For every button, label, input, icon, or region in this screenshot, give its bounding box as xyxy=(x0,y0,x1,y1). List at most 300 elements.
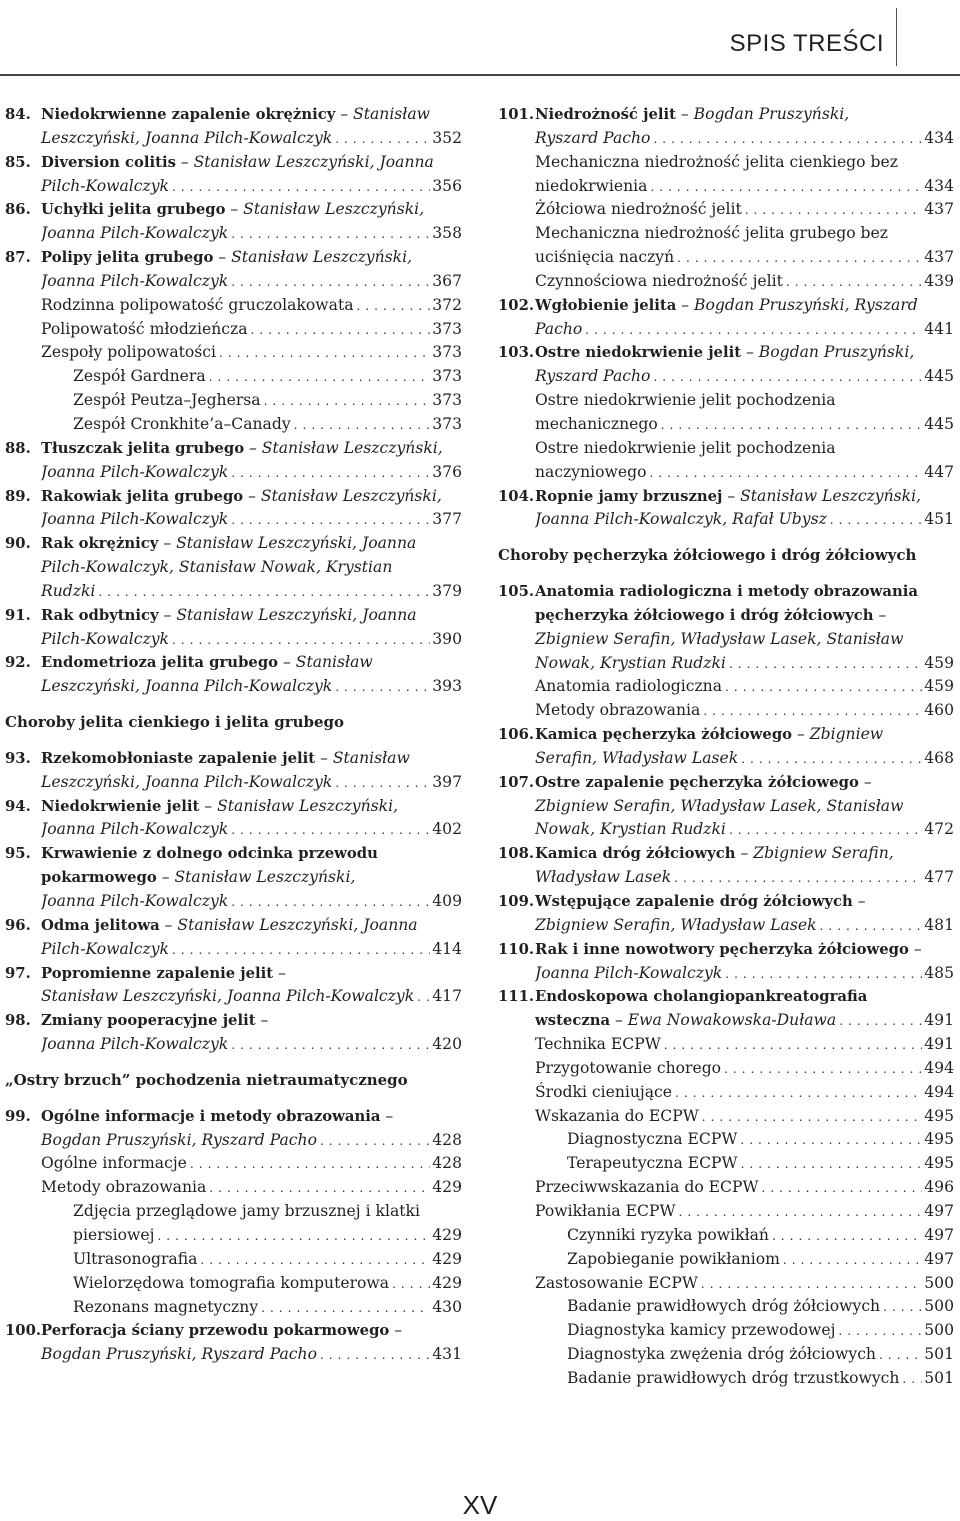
page-ref: 397 xyxy=(432,772,462,791)
dash-separator: – xyxy=(158,534,177,553)
entry-line xyxy=(41,890,462,914)
entry-line xyxy=(41,461,462,485)
toc-entry[interactable] xyxy=(498,723,954,771)
chapter-title: Niedokrwienie jelit xyxy=(41,797,200,815)
entry-text xyxy=(535,914,817,938)
entry-line xyxy=(41,222,462,246)
entry-line xyxy=(535,294,954,318)
page-ref: 428 xyxy=(432,1154,462,1173)
dot-leader xyxy=(206,365,430,390)
entry-text xyxy=(41,628,169,652)
entry-text xyxy=(41,461,228,485)
chapter-authors: Joanna Pilch-Kowalczyk, Rafał Ubysz xyxy=(535,510,827,529)
entry-line xyxy=(535,341,954,365)
subentry-text: Wielorzędowa tomografia komputerowa xyxy=(73,1273,390,1292)
toc-entry[interactable] xyxy=(5,198,462,246)
dot-leader xyxy=(291,413,430,438)
entry-line xyxy=(41,580,462,604)
page-ref: 500 xyxy=(924,1321,954,1340)
entry-text xyxy=(535,842,894,866)
toc-entry[interactable] xyxy=(5,103,462,151)
toc-entry[interactable] xyxy=(5,485,462,533)
toc-subentry[interactable] xyxy=(498,270,954,294)
chapter-authors: Nowak, Krystian Rudzki xyxy=(535,653,726,672)
subentry-text: Przygotowanie chorego xyxy=(535,1058,722,1077)
chapter-authors: Pilch-Kowalczyk xyxy=(41,629,169,648)
entry-line xyxy=(535,1009,954,1033)
chapter-authors: Joanna Pilch-Kowalczyk xyxy=(41,510,229,529)
toc-subentry[interactable] xyxy=(498,246,954,270)
chapter-number: 96. xyxy=(5,916,31,934)
chapter-title: wsteczna xyxy=(535,1012,611,1030)
page-ref: 495 xyxy=(924,1130,954,1149)
toc-subentry[interactable] xyxy=(498,413,954,437)
entry-line xyxy=(535,365,954,389)
toc-subsubentry[interactable] xyxy=(498,1152,954,1176)
toc-subentry[interactable] xyxy=(498,437,954,461)
entry-text xyxy=(41,127,332,151)
chapter-title: Niedokrwienne zapalenie okrężnicy xyxy=(41,106,336,123)
entry-line xyxy=(535,962,954,986)
chapter-number: 95. xyxy=(5,845,31,863)
section-heading: Choroby jelita cienkiego i jelita grubego xyxy=(5,713,345,732)
chapter-title: Ogólne informacje i metody obrazowania xyxy=(41,1107,381,1125)
toc-subentry[interactable] xyxy=(5,1152,462,1176)
toc-subentry[interactable] xyxy=(5,294,462,318)
entry-line xyxy=(535,652,954,676)
toc-subentry[interactable] xyxy=(498,222,954,246)
dot-leader xyxy=(880,1295,922,1320)
subentry-text: Środki cieniujące xyxy=(535,1082,673,1101)
toc-entry[interactable] xyxy=(5,246,462,294)
page-ref: 376 xyxy=(432,462,462,481)
page-ref: 414 xyxy=(432,939,462,958)
chapter-number: 90. xyxy=(5,535,31,553)
dot-leader xyxy=(206,1176,430,1201)
dot-leader xyxy=(261,389,430,414)
toc-entry[interactable] xyxy=(5,604,462,652)
subentry-text: Czynniki ryzyka powikłań xyxy=(567,1225,769,1244)
page-ref: 485 xyxy=(924,963,954,982)
header-vertical-rule xyxy=(896,8,897,66)
entry-line xyxy=(41,508,462,532)
entry-line xyxy=(535,890,954,914)
entry-text xyxy=(535,103,849,127)
dot-leader xyxy=(650,127,922,152)
entry-line xyxy=(41,604,462,628)
chapter-title: Rak odbytnicy xyxy=(41,606,159,624)
entry-text xyxy=(41,103,430,127)
toc-subsubentry[interactable] xyxy=(5,1200,462,1224)
chapter-authors: Stanisław xyxy=(332,748,410,767)
chapter-authors: Stanisław Leszczyński, xyxy=(217,796,399,815)
subentry-text: Rezonans magnetyczny xyxy=(73,1297,259,1316)
toc-entry[interactable] xyxy=(498,938,954,986)
dash-separator: – xyxy=(255,1011,269,1030)
page-ref: 497 xyxy=(924,1249,954,1268)
entry-line xyxy=(535,723,954,747)
subentry-text: Anatomia radiologiczna xyxy=(535,677,723,696)
toc-entry[interactable] xyxy=(498,985,954,1033)
toc-subsubentry[interactable] xyxy=(498,1128,954,1152)
dot-leader xyxy=(661,1033,922,1058)
entry-line xyxy=(41,1009,462,1033)
chapter-authors: Leszczyński, Joanna Pilch-Kowalczyk xyxy=(41,772,333,791)
chapter-number: 84. xyxy=(5,106,31,123)
subentry-text: niedokrwienia xyxy=(535,176,648,195)
dash-separator: – xyxy=(243,486,261,505)
toc-entry[interactable] xyxy=(5,532,462,604)
chapter-number: 94. xyxy=(5,797,31,815)
toc-subentry[interactable] xyxy=(498,1176,954,1200)
entry-line xyxy=(41,151,462,175)
page-ref: 441 xyxy=(924,319,954,338)
entry-line xyxy=(535,318,954,342)
toc-subentry[interactable] xyxy=(498,675,954,699)
entry-line xyxy=(41,485,462,509)
toc-entry[interactable] xyxy=(5,795,462,843)
chapter-authors: Bogdan Pruszyński, xyxy=(758,343,915,362)
dot-leader xyxy=(332,127,430,152)
toc-entry[interactable] xyxy=(5,842,462,914)
dot-leader xyxy=(650,365,922,390)
chapter-authors: Bogdan Pruszyński, Ryszard Pacho xyxy=(41,1130,317,1149)
dot-leader xyxy=(187,1152,430,1177)
dash-separator: – xyxy=(908,939,922,958)
entry-text xyxy=(41,938,169,962)
toc-subsubentry[interactable] xyxy=(498,1248,954,1272)
dash-separator: – xyxy=(273,963,286,982)
entry-line xyxy=(41,938,462,962)
chapter-authors: Joanna Pilch-Kowalczyk xyxy=(41,224,229,243)
subentry-text: Zdjęcia przeglądowe jamy brzusznej i klatki xyxy=(73,1202,420,1221)
dot-leader xyxy=(317,1343,430,1368)
toc-subentry[interactable] xyxy=(498,1200,954,1224)
entry-text xyxy=(41,842,378,866)
toc-subentry[interactable] xyxy=(5,1176,462,1200)
entry-line xyxy=(535,747,954,771)
toc-entry[interactable] xyxy=(498,485,954,533)
dash-separator: – xyxy=(610,1011,628,1030)
entry-text xyxy=(535,365,650,389)
chapter-number: 86. xyxy=(5,201,31,219)
chapter-title: Niedrożność jelit xyxy=(535,106,676,123)
toc-entry[interactable] xyxy=(5,962,462,1010)
subentry-text: mechanicznego xyxy=(535,414,658,433)
dash-separator: – xyxy=(158,605,177,624)
chapter-number: 97. xyxy=(5,964,31,982)
page-ref: 429 xyxy=(432,1178,462,1197)
dot-leader xyxy=(228,222,430,247)
dot-leader xyxy=(700,699,922,724)
toc-subsubentry[interactable] xyxy=(5,1248,462,1272)
entry-text xyxy=(535,747,738,771)
toc-subentry[interactable] xyxy=(498,1081,954,1105)
entry-text xyxy=(535,938,922,962)
page-ref: 500 xyxy=(924,1273,954,1292)
entry-text xyxy=(535,127,650,151)
entry-text xyxy=(535,508,827,532)
page-ref: 491 xyxy=(924,1011,954,1030)
dot-leader xyxy=(95,580,430,605)
entry-text xyxy=(41,556,392,580)
entry-text xyxy=(41,604,417,628)
subentry-text: Diagnostyka kamicy przewodowej xyxy=(567,1321,836,1340)
chapter-authors: Pilch-Kowalczyk, Stanisław Nowak, Krystian xyxy=(41,558,393,577)
page-ref: 500 xyxy=(924,1297,954,1316)
dot-leader xyxy=(332,675,430,700)
dot-leader xyxy=(228,461,430,486)
dot-leader xyxy=(228,818,430,843)
dot-leader xyxy=(738,1152,922,1177)
toc-entry[interactable] xyxy=(498,341,954,389)
dash-separator: – xyxy=(858,772,872,791)
dot-leader xyxy=(759,1176,922,1201)
toc-entry[interactable] xyxy=(5,1319,462,1367)
chapter-number: 102. xyxy=(498,296,535,314)
chapter-number: 106. xyxy=(498,726,535,744)
entry-line xyxy=(535,628,954,652)
page-ref: 373 xyxy=(432,414,462,433)
chapter-title: Rzekomobłoniaste zapalenie jelit xyxy=(41,749,316,767)
toc-entry[interactable] xyxy=(5,1105,462,1153)
chapter-authors: Stanisław Leszczyński, xyxy=(740,486,922,505)
subentry-text: Mechaniczna niedrożność jelita grubego bez xyxy=(535,224,888,243)
entry-text xyxy=(41,866,355,890)
entry-line xyxy=(41,1129,462,1153)
chapter-title: Rakowiak jelita grubego xyxy=(41,487,244,505)
dash-separator: – xyxy=(225,200,244,219)
chapter-title: pokarmowego xyxy=(41,869,157,887)
chapter-title: Ropnie jamy brzusznej xyxy=(535,487,723,505)
dot-leader xyxy=(216,341,430,366)
entry-text xyxy=(41,651,373,675)
chapter-authors: Stanisław Leszczyński, xyxy=(243,200,425,219)
page-ref: 434 xyxy=(924,128,954,147)
page-ref: 373 xyxy=(432,367,462,386)
entry-line xyxy=(41,175,462,199)
subentry-text: Przeciwwskazania do ECPW xyxy=(535,1178,759,1197)
toc-subsubentry[interactable] xyxy=(5,413,462,437)
entry-text xyxy=(41,985,414,1009)
header-horizontal-rule xyxy=(0,74,960,76)
entry-line xyxy=(535,485,954,509)
entry-line xyxy=(535,866,954,890)
subentry-text: Ostre niedokrwienie jelit pochodzenia xyxy=(535,391,836,410)
page-ref: 429 xyxy=(432,1225,462,1244)
page-ref: 501 xyxy=(924,1368,954,1387)
toc-subsubentry[interactable] xyxy=(498,1295,954,1319)
page-ref: 501 xyxy=(924,1345,954,1364)
chapter-title: Uchyłki jelita grubego xyxy=(41,201,226,219)
entry-line xyxy=(535,580,954,604)
toc-entry[interactable] xyxy=(498,842,954,890)
dot-leader xyxy=(414,985,430,1010)
subentry-text: Zespoły polipowatości xyxy=(41,343,216,362)
toc-subentry[interactable] xyxy=(498,1105,954,1129)
toc-subsubentry[interactable] xyxy=(5,389,462,413)
page-ref: 356 xyxy=(432,176,462,195)
toc-entry[interactable] xyxy=(498,294,954,342)
dash-separator: – xyxy=(159,915,178,934)
toc-entry[interactable] xyxy=(5,651,462,699)
entry-line xyxy=(41,127,462,151)
toc-entry[interactable] xyxy=(5,747,462,795)
toc-subentry[interactable] xyxy=(5,318,462,342)
dash-separator: – xyxy=(722,486,741,505)
entry-text xyxy=(535,604,886,628)
entry-line xyxy=(41,628,462,652)
dot-leader xyxy=(876,1343,922,1368)
toc-subsubentry[interactable] xyxy=(498,1224,954,1248)
entry-text xyxy=(535,341,914,365)
dot-leader xyxy=(737,1128,922,1153)
dot-leader xyxy=(698,1272,922,1297)
dot-leader xyxy=(658,413,922,438)
toc-subentry[interactable] xyxy=(498,699,954,723)
entry-text xyxy=(41,246,412,270)
toc-subsubentry[interactable] xyxy=(5,1272,462,1296)
toc-entry[interactable] xyxy=(498,890,954,938)
toc-entry[interactable] xyxy=(5,1009,462,1057)
chapter-number: 89. xyxy=(5,487,31,505)
subentry-text: Metody obrazowania xyxy=(535,701,701,720)
toc-subentry[interactable] xyxy=(5,341,462,365)
entry-text xyxy=(41,532,416,556)
toc-entry[interactable] xyxy=(5,151,462,199)
toc-subentry[interactable] xyxy=(498,389,954,413)
subentry-text: Ostre niedokrwienie jelit pochodzenia xyxy=(535,438,836,457)
chapter-authors: Władysław Lasek xyxy=(535,868,672,887)
toc-subentry[interactable] xyxy=(498,198,954,222)
toc-entry[interactable] xyxy=(498,580,954,675)
chapter-title: Endometrioza jelita grubego xyxy=(41,654,279,672)
toc-subsubentry[interactable] xyxy=(5,1296,462,1320)
toc-subsubentry[interactable] xyxy=(498,1319,954,1343)
entry-line xyxy=(41,675,462,699)
toc-subentry[interactable] xyxy=(498,1272,954,1296)
entry-text xyxy=(41,485,442,509)
chapter-number: 104. xyxy=(498,487,535,505)
toc-subsubentry[interactable] xyxy=(5,365,462,389)
chapter-number: 93. xyxy=(5,749,31,767)
entry-text xyxy=(41,222,228,246)
toc-subentry[interactable] xyxy=(498,461,954,485)
chapter-authors: Stanisław Leszczyński, xyxy=(174,868,356,887)
toc-subentry[interactable] xyxy=(498,1033,954,1057)
dot-leader xyxy=(389,1272,430,1297)
page-ref: 495 xyxy=(924,1106,954,1125)
entry-text xyxy=(41,198,424,222)
section-heading: Choroby pęcherzyka żółciowego i dróg żółciowych xyxy=(498,546,917,565)
subentry-text: Zespół Peutza–Jeghersa xyxy=(73,391,261,410)
chapter-title: Zmiany pooperacyjne jelit xyxy=(41,1012,256,1030)
page-ref: 439 xyxy=(924,271,954,290)
chapter-number: 103. xyxy=(498,344,535,362)
toc-subsubentry[interactable] xyxy=(498,1367,954,1391)
page-ref: 390 xyxy=(432,629,462,648)
chapter-number: 110. xyxy=(498,940,535,958)
toc-left-column xyxy=(5,103,462,1367)
chapter-number: 85. xyxy=(5,153,31,171)
chapter-authors: Stanisław Leszczyński, Joanna xyxy=(177,915,418,934)
chapter-number: 108. xyxy=(498,845,535,863)
entry-line xyxy=(41,270,462,294)
subentry-text: Diagnostyczna ECPW xyxy=(567,1130,738,1149)
dash-separator: – xyxy=(213,248,232,267)
chapter-number: 100. xyxy=(5,1322,42,1340)
entry-text xyxy=(41,818,228,842)
subentry-text: Zapobieganie powikłaniom xyxy=(567,1249,780,1268)
toc-entry[interactable] xyxy=(5,914,462,962)
chapter-title: Wstępujące zapalenie dróg żółciowych xyxy=(535,893,853,910)
dot-leader xyxy=(676,1200,922,1225)
entry-text xyxy=(535,890,866,914)
page-ref: 460 xyxy=(924,701,954,720)
entry-line xyxy=(41,651,462,675)
entry-text xyxy=(535,1009,836,1033)
subentry-text: Zespół Cronkhite’a–Canady xyxy=(73,414,291,433)
chapter-number: 98. xyxy=(5,1012,31,1030)
chapter-number: 92. xyxy=(5,654,31,672)
page-ref: 445 xyxy=(924,414,954,433)
dot-leader xyxy=(726,652,922,677)
toc-subsubentry[interactable] xyxy=(5,1224,462,1248)
toc-entry[interactable] xyxy=(498,103,954,151)
dot-leader xyxy=(769,1224,922,1249)
subentry-text: uciśnięcia naczyń xyxy=(535,248,675,267)
toc-subentry[interactable] xyxy=(498,1057,954,1081)
toc-subentry[interactable] xyxy=(498,175,954,199)
entry-text xyxy=(535,818,726,842)
entry-text xyxy=(41,1105,393,1129)
page-ref: 379 xyxy=(432,581,462,600)
entry-text xyxy=(41,1319,402,1343)
chapter-authors: Nowak, Krystian Rudzki xyxy=(535,820,726,839)
entry-line xyxy=(535,508,954,532)
chapter-title: Rak i inne nowotwory pęcherzyka żółciowego xyxy=(535,940,909,958)
toc-entry[interactable] xyxy=(5,437,462,485)
dash-separator: – xyxy=(676,295,695,314)
entry-text xyxy=(41,962,286,986)
chapter-title: Anatomia radiologiczna i metody obrazowania xyxy=(535,583,918,601)
dot-leader xyxy=(169,938,430,963)
dash-separator: – xyxy=(741,343,759,362)
chapter-authors: Bogdan Pruszyński, Ryszard Pacho xyxy=(41,1345,317,1364)
subentry-text: Rodzinna polipowatość gruczolakowata xyxy=(41,295,354,314)
dot-leader xyxy=(197,1248,430,1273)
chapter-title: Rak okrężnicy xyxy=(41,535,159,553)
entry-line xyxy=(535,985,954,1009)
chapter-number: 109. xyxy=(498,893,535,910)
toc-entry[interactable] xyxy=(498,771,954,843)
toc-subentry[interactable] xyxy=(498,151,954,175)
chapter-title: Wgłobienie jelita xyxy=(535,296,677,314)
dot-leader xyxy=(169,628,430,653)
subentry-text: Żółciowa niedrożność jelit xyxy=(535,200,742,219)
chapter-authors: Joanna Pilch-Kowalczyk xyxy=(535,963,723,982)
page-ref: 420 xyxy=(432,1035,462,1054)
chapter-title: Kamica pęcherzyka żółciowego xyxy=(535,726,793,744)
toc-subsubentry[interactable] xyxy=(498,1343,954,1367)
chapter-authors: Joanna Pilch-Kowalczyk xyxy=(41,820,229,839)
entry-line xyxy=(41,1105,462,1129)
entry-line xyxy=(535,604,954,628)
chapter-number: 99. xyxy=(5,1107,31,1125)
dot-leader xyxy=(780,1248,922,1273)
chapter-authors: Leszczyński, Joanna Pilch-Kowalczyk xyxy=(41,128,333,147)
page-ref: 459 xyxy=(924,653,954,672)
